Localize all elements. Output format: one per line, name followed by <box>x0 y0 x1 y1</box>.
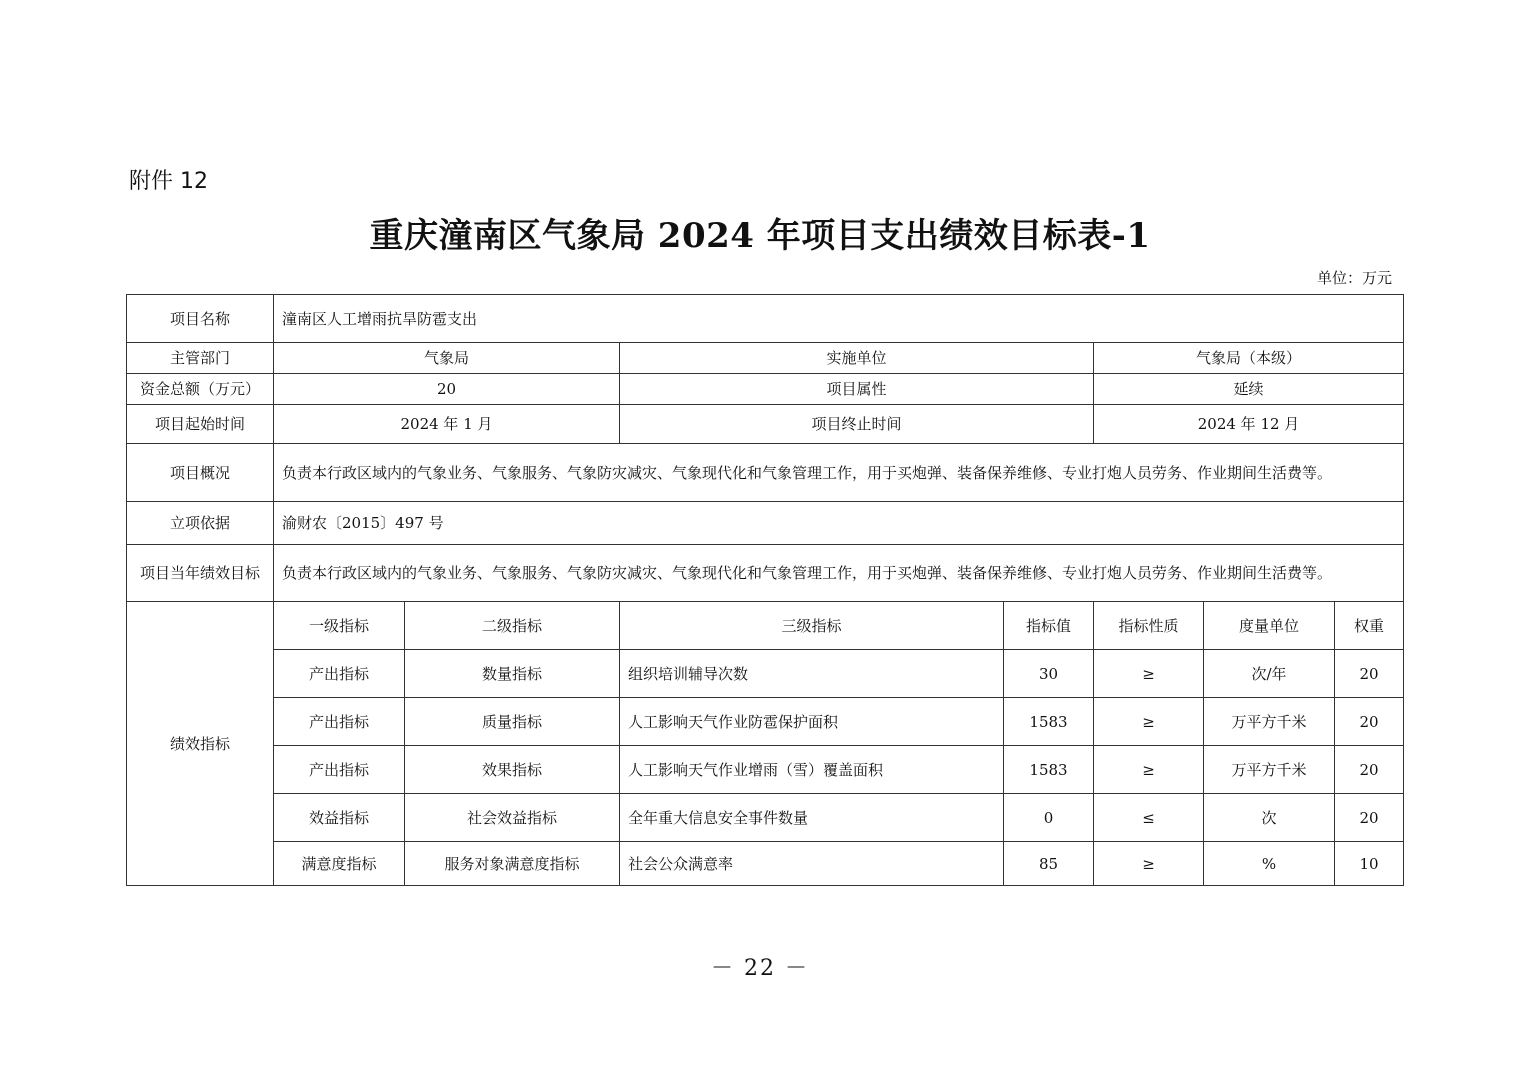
page-number: － 22 － <box>711 956 809 981</box>
value-cell: 1583 <box>1004 746 1094 794</box>
unit-cell: 次/年 <box>1204 650 1335 698</box>
end-time-value: 2024 年 12 月 <box>1094 405 1404 444</box>
table-row <box>127 794 1404 842</box>
header-unit: 度量单位 <box>1204 602 1335 650</box>
unit-cell: % <box>1204 842 1335 886</box>
level2-cell: 数量指标 <box>405 650 620 698</box>
unit-cell: 次 <box>1204 794 1335 842</box>
weight-cell: 20 <box>1335 746 1404 794</box>
annual-goal-value: 负责本行政区域内的气象业务、气象服务、气象防灾减灾、气象现代化和气象管理工作，用于买炮弹、装备保养维修、专业打炮人员劳务、作业期间生活费等。 <box>274 545 1404 602</box>
header-nature: 指标性质 <box>1094 602 1204 650</box>
nature-cell: ≥ <box>1094 698 1204 746</box>
header-value: 指标值 <box>1004 602 1094 650</box>
header-weight: 权重 <box>1335 602 1404 650</box>
annual-goal-label: 项目当年绩效目标 <box>127 545 274 602</box>
attachment-label: 附件 12 <box>129 169 208 194</box>
level2-cell: 效果指标 <box>405 746 620 794</box>
level1-cell: 产出指标 <box>274 746 405 794</box>
implementing-unit-value: 气象局（本级） <box>1094 343 1404 374</box>
header-level1: 一级指标 <box>274 602 405 650</box>
weight-cell: 20 <box>1335 698 1404 746</box>
unit-cell: 万平方千米 <box>1204 746 1335 794</box>
department-row <box>127 343 1404 374</box>
header-level2: 二级指标 <box>405 602 620 650</box>
basis-label: 立项依据 <box>127 502 274 545</box>
level3-cell: 组织培训辅导次数 <box>620 650 1004 698</box>
project-name-row <box>127 295 1404 343</box>
overview-label: 项目概况 <box>127 444 274 502</box>
basis-value: 渝财农〔2015〕497 号 <box>274 502 1404 545</box>
fund-total-label: 资金总额（万元） <box>127 374 274 405</box>
fund-total-value: 20 <box>274 374 620 405</box>
level1-cell: 产出指标 <box>274 650 405 698</box>
level2-cell: 社会效益指标 <box>405 794 620 842</box>
project-name-value: 潼南区人工增雨抗旱防雹支出 <box>274 295 1404 343</box>
implementing-unit-label: 实施单位 <box>620 343 1094 374</box>
value-cell: 1583 <box>1004 698 1094 746</box>
start-time-value: 2024 年 1 月 <box>274 405 620 444</box>
value-cell: 0 <box>1004 794 1094 842</box>
performance-indicator-section-label: 绩效指标 <box>127 602 274 886</box>
project-name-label: 项目名称 <box>127 295 274 343</box>
value-cell: 85 <box>1004 842 1094 886</box>
project-attribute-value: 延续 <box>1094 374 1404 405</box>
page-title: 重庆潼南区气象局 2024 年项目支出绩效目标表-1 <box>369 216 1151 256</box>
project-attribute-label: 项目属性 <box>620 374 1094 405</box>
unit-cell: 万平方千米 <box>1204 698 1335 746</box>
weight-cell: 20 <box>1335 794 1404 842</box>
level1-cell: 满意度指标 <box>274 842 405 886</box>
level1-cell: 效益指标 <box>274 794 405 842</box>
basis-row <box>127 502 1404 545</box>
table-row <box>127 746 1404 794</box>
level2-cell: 服务对象满意度指标 <box>405 842 620 886</box>
nature-cell: ≥ <box>1094 746 1204 794</box>
performance-goal-table <box>126 294 1404 886</box>
level3-cell: 全年重大信息安全事件数量 <box>620 794 1004 842</box>
unit-label: 单位：万元 <box>1316 269 1392 287</box>
indicator-header-row <box>127 602 1404 650</box>
table-row <box>127 842 1404 886</box>
level3-cell: 人工影响天气作业增雨（雪）覆盖面积 <box>620 746 1004 794</box>
department-label: 主管部门 <box>127 343 274 374</box>
weight-cell: 10 <box>1335 842 1404 886</box>
nature-cell: ≤ <box>1094 794 1204 842</box>
value-cell: 30 <box>1004 650 1094 698</box>
nature-cell: ≥ <box>1094 842 1204 886</box>
department-value: 气象局 <box>274 343 620 374</box>
overview-value: 负责本行政区域内的气象业务、气象服务、气象防灾减灾、气象现代化和气象管理工作，用于买炮弹、装备保养维修、专业打炮人员劳务、作业期间生活费等。 <box>274 444 1404 502</box>
table-row <box>127 650 1404 698</box>
end-time-label: 项目终止时间 <box>620 405 1094 444</box>
weight-cell: 20 <box>1335 650 1404 698</box>
level3-cell: 人工影响天气作业防雹保护面积 <box>620 698 1004 746</box>
level3-cell: 社会公众满意率 <box>620 842 1004 886</box>
overview-row <box>127 444 1404 502</box>
header-level3: 三级指标 <box>620 602 1004 650</box>
nature-cell: ≥ <box>1094 650 1204 698</box>
fund-row <box>127 374 1404 405</box>
level1-cell: 产出指标 <box>274 698 405 746</box>
start-time-label: 项目起始时间 <box>127 405 274 444</box>
annual-goal-row <box>127 545 1404 602</box>
table-row <box>127 698 1404 746</box>
period-row <box>127 405 1404 444</box>
level2-cell: 质量指标 <box>405 698 620 746</box>
